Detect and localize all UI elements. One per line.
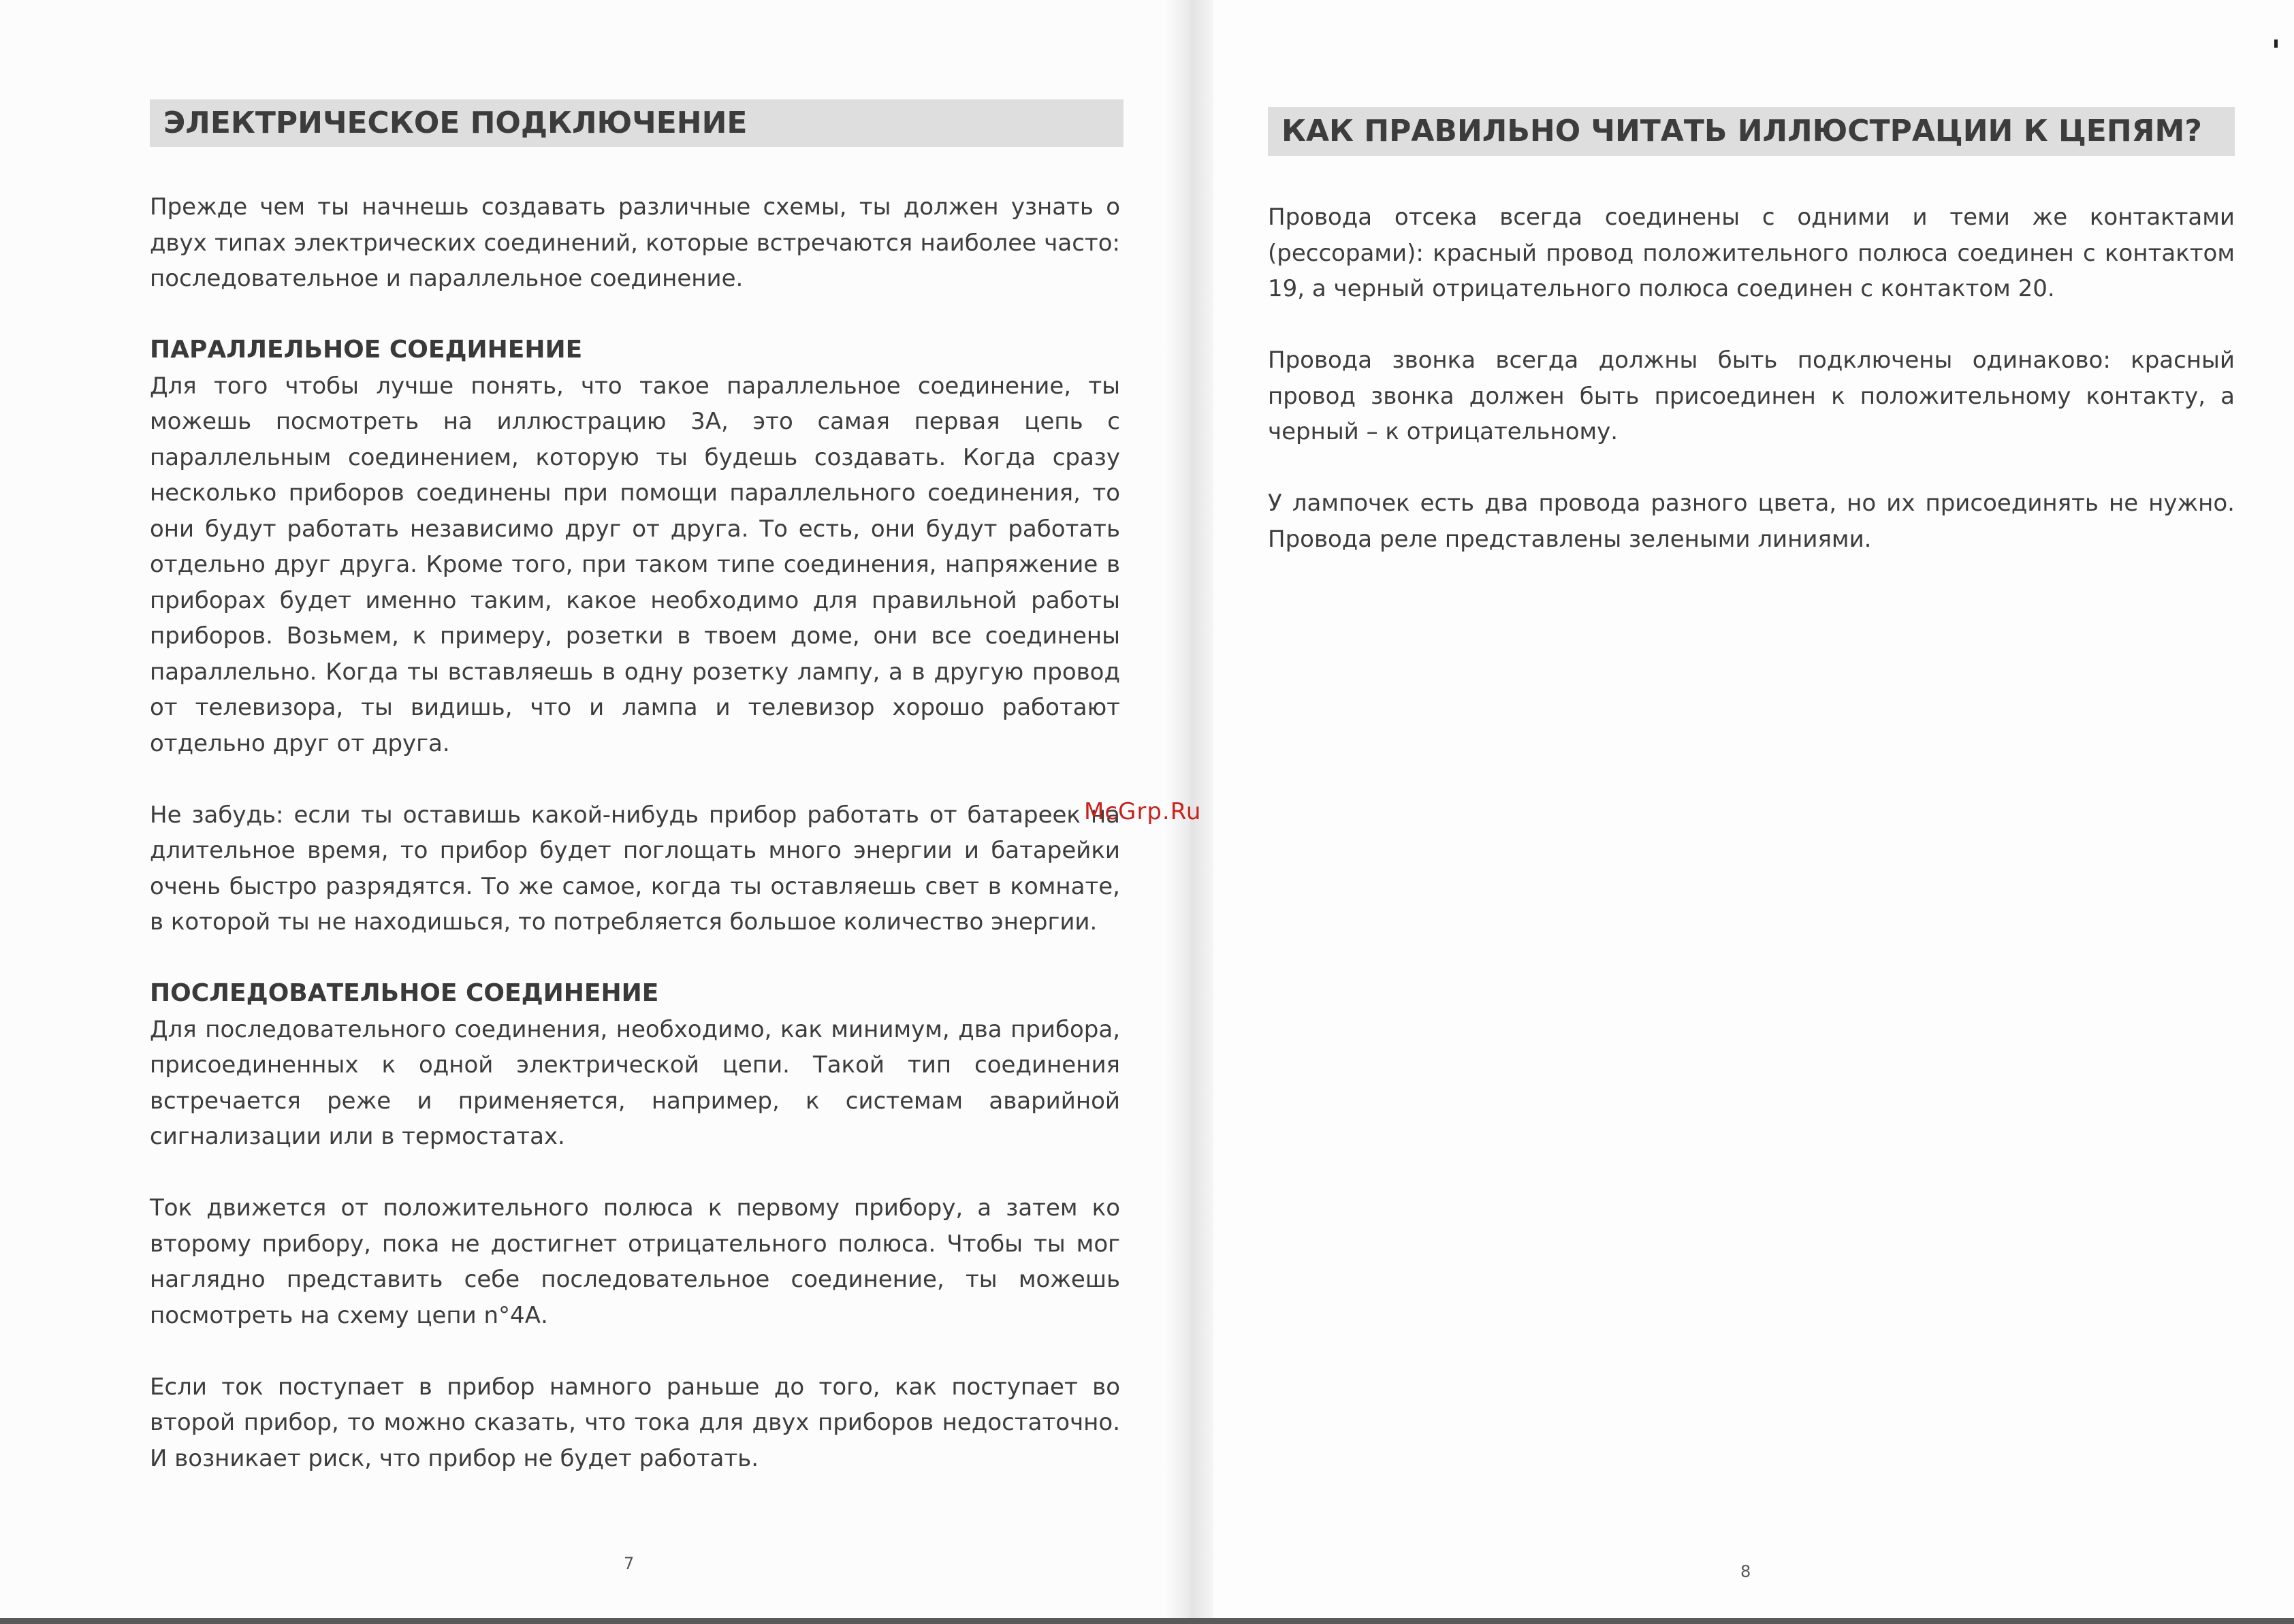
lamps-paragraph: У лампочек есть два провода разного цвета, но их присоединять не нужно. Провода реле представлены зелеными линиями.: [1268, 490, 2235, 553]
right-page-title: КАК ПРАВИЛЬНО ЧИТАТЬ ИЛЛЮСТРАЦИИ К ЦЕПЯМ?: [1268, 107, 2235, 156]
reminder-paragraph: Не забудь: если ты оставишь какой-нибудь прибор работать от батареек на длительное время, то прибор будет поглощать много энергии и батарейки очень быстро разрядятся. То же самое, когда ты оставляешь свет в комнате, в которой ты не находишься, то потребляется большое количество энергии.: [150, 801, 1120, 936]
parallel-heading: ПАРАЛЛЕЛЬНОЕ СОЕДИНЕНИЕ: [150, 336, 583, 364]
intro-paragraph: Прежде чем ты начнешь создавать различные схемы, ты должен узнать о двух типах электрических соединений, которые встречаются наиболее часто: последовательное и параллельное соединение.: [150, 193, 1120, 292]
watermark: McGrp.Ru: [1084, 798, 1202, 825]
right-page-body: [1268, 200, 2235, 593]
current-paragraph: Ток движется от положительного полюса к первому прибору, а затем ко второму прибору, пока не достигнет отрицательного полюса. Чтобы ты мог наглядно представить себе последовательное соединение, ты можешь посмотреть на схему цепи n°4А.: [150, 1194, 1120, 1329]
series-paragraph: Для последовательного соединения, необходимо, как минимум, два прибора, присоединенных к одной электрической цепи. Такой тип соединения встречается реже и применяется, например, к системам аварийной сигнализации или в термостатах.: [150, 1015, 1120, 1150]
scan-speck: [2274, 39, 2278, 48]
left-page-body: [150, 189, 1120, 1512]
left-page-number: 7: [624, 1554, 635, 1573]
bell-paragraph: Провода звонка всегда должны быть подключены одинаково: красный провод звонка должен быть присоединен к положительному контакту, а черный – к отрицательному.: [1268, 347, 2235, 445]
series-heading: ПОСЛЕДОВАТЕЛЬНОЕ СОЕДИНЕНИЕ: [150, 979, 659, 1007]
wires-paragraph: Провода отсека всегда соединены с одними и теми же контактами (рессорами): красный провод положительного полюса соединен с контактом 19, а черный отрицательного полюса соединен с контактом 20.: [1268, 204, 2235, 302]
parallel-paragraph: Для того чтобы лучше понять, что такое параллельное соединение, ты можешь посмотреть на иллюстрацию 3А, это самая первая цепь с параллельным соединением, которую ты будешь создавать. Когда сразу несколько приборов соединены при помощи параллельного соединения, то они будут работать независимо друг от друга. То есть, они будут работать отдельно друг друга. Кроме того, при таком типе соединения, напряжение в приборах будет именно таким, какое необходимо для правильной работы приборов. Возьмем, к примеру, розетки в твоем доме, они все соединены параллельно. Когда ты вставляешь в одну розетку лампу, а в другую провод от телевизора, ты видишь, что и лампа и телевизор хорошо работают отдельно друг от друга.: [150, 372, 1120, 757]
right-page-number: 8: [1740, 1562, 1751, 1581]
scan-bottom-edge: [0, 1618, 2294, 1624]
risk-paragraph: Если ток поступает в прибор намного раньше до того, как поступает во второй прибор, то можно сказать, что тока для двух приборов недостаточно. И возникает риск, что прибор не будет работать.: [150, 1373, 1120, 1472]
left-page-title: ЭЛЕКТРИЧЕСКОЕ ПОДКЛЮЧЕНИЕ: [150, 99, 1124, 147]
